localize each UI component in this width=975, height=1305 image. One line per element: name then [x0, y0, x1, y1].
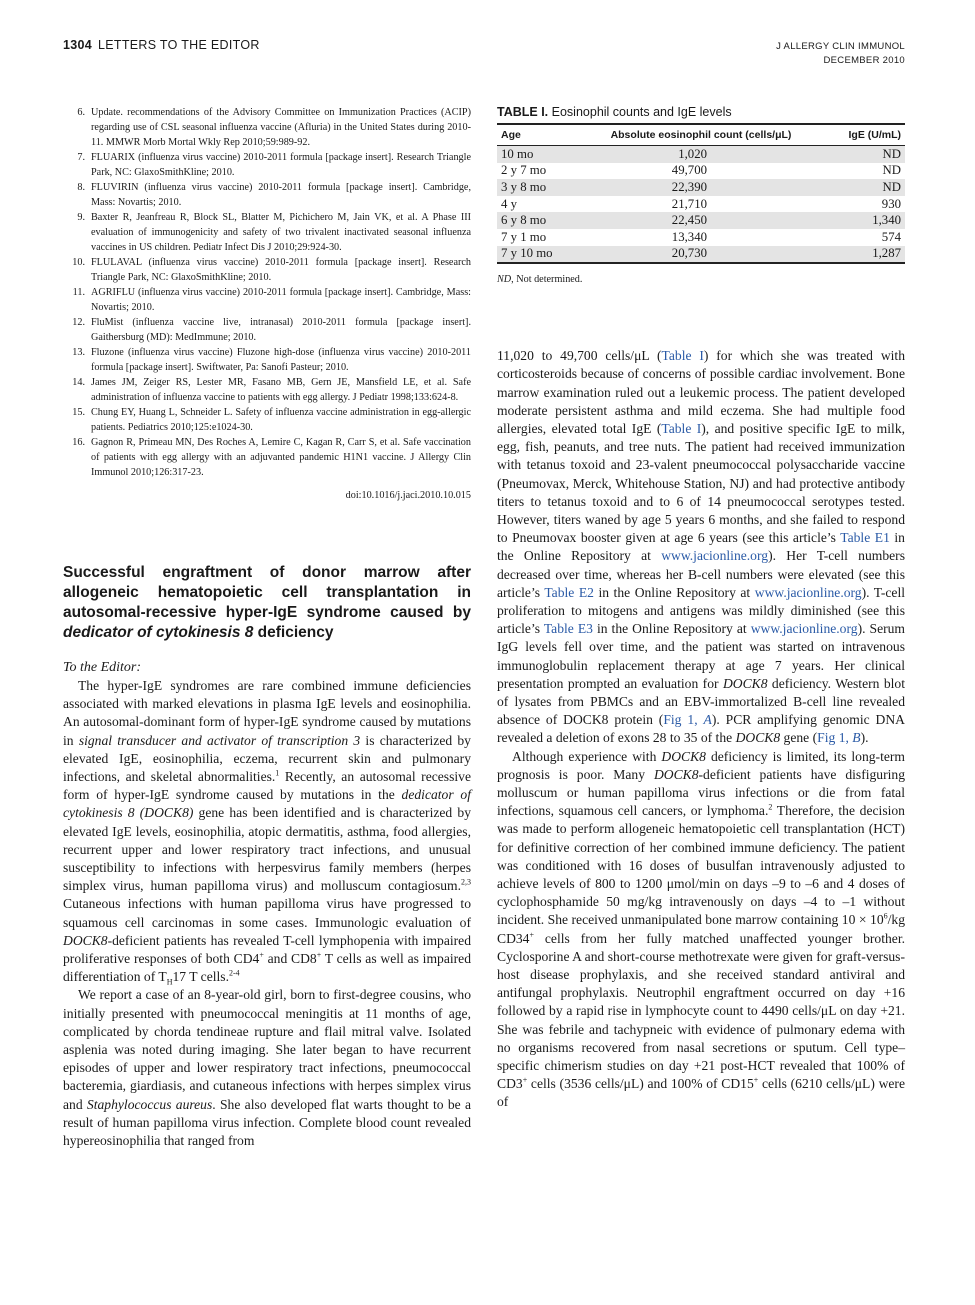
issue-date: DECEMBER 2010: [823, 55, 905, 66]
right-body-text: [497, 347, 905, 1112]
reference-item: 12. FluMist (influenza vaccine live, intranasal) 2010-2011 formula [package insert]. Gaithersburg (MD): MedImmune; 2010.: [72, 317, 471, 343]
right-column: [497, 105, 905, 1112]
table-row: 6 y 8 mo 22,450 1,340: [497, 212, 905, 229]
reference-item: 8. FLUVIRIN (influenza virus vaccine) 2010-2011 formula [package insert]. Cambridge, Mass: Novartis; 2010.: [77, 182, 471, 208]
column-header: Age: [497, 124, 595, 146]
table-e1-link[interactable]: Table E1: [840, 530, 890, 546]
table-row: 7 y 1 mo 13,340 574: [501, 229, 901, 244]
page-number: 1304: [63, 38, 93, 52]
running-header-right: [776, 40, 905, 68]
table-e3-link[interactable]: Table E3: [543, 621, 593, 637]
eosinophil-table: [497, 123, 905, 264]
table-header-row: [497, 124, 905, 146]
left-column: [63, 105, 471, 1150]
reference-item: 16. Gagnon R, Primeau MN, Des Roches A, Lemire C, Kagan R, Carr S, et al. Safe vaccination of patients with egg allergy with an adjuvanted pandemic H1N1 vaccine. J Allergy Clin Immunol 2010;126:317-23.: [72, 437, 471, 478]
website-link[interactable]: www.jacionline.org: [750, 621, 858, 637]
table-e2-link[interactable]: Table E2: [544, 584, 594, 600]
column-header: IgE (U/mL): [807, 124, 905, 146]
table-footnote: ND, Not determined.: [497, 274, 583, 286]
reference-item: 10. FLULAVAL (influenza virus vaccine) 2010-2011 formula [package insert]. Research Triangle Park, NC: GlaxoSmithKline; 2010.: [72, 257, 471, 283]
body-paragraph: Although experience with DOCK8 deficiency is limited, its long-term prognosis is poor. Many DOCK8-deficient patients have disfiguring molluscum or human papilloma virus infections or die from fatal infections, squamous cell cancers, or lymphoma.$^2$ Therefore, the decision was made to perform allogeneic hematopoietic cell transplantation (HCT) for definitive correction of her combined immune deficiency. The patient was conditioned with 16 doses of busulfan intravenously adjusted to achieve levels of 800 to 1200 μmol/min on days –9 to –6 and 4 doses of cyclophosphamide 50 mg/kg intravenously on days –4 to –1 without incident. She received unmanipulated bone marrow containing $10 \times 10^6/kg$ CD34+ cells from her fully matched unaffected younger brother. Cyclosporine A and short-course methotrexate were given for graft-versus-host disease prophylaxis, and she received standard antiviral and antifungal prophylaxis. Neutrophil engraftment occurred on day +16 followed by a rapid rise in lymphocyte count to 4490 cells/μL on day +21. She was febrile and tachypneic with evidence of pulmonary edema with no organisms recovered from nasal secretions or sputum. Cell type–specific chimerism studies on day +21 post-HCT revealed that 100% of CD3+ cells (3536 cells/μL) and 100% of CD15+ cells (6210 cells/μL) were of: [497, 748, 906, 1110]
reference-item: 7. FLUARIX (influenza virus vaccine) 2010-2011 formula [package insert]. Research Triangle Park, NC: GlaxoSmithKline; 2010.: [77, 152, 471, 178]
reference-item: 15. Chung EY, Huang L, Schneider L. Safety of influenza vaccine administration in egg-allergic patients. Pediatrics 2010;125:e1024-30.: [72, 407, 471, 433]
reference-item: 9. Baxter R, Jeanfreau R, Block SL, Blatter M, Pichichero M, Jain VK, et al. A Phase III evaluation of immunogenicity and safety of two trivalent inactivated seasonal influenza vaccines in US children. Pediatr Infect Dis J 2010;29:924-30.: [77, 212, 471, 253]
table-row: 2 y 7 mo 49,700 ND: [501, 163, 901, 178]
table-caption: TABLE I. Eosinophil counts and IgE levels: [497, 105, 732, 119]
website-link[interactable]: www.jacionline.org: [661, 548, 769, 564]
doi: doi:10.1016/j.jaci.2010.10.015: [345, 490, 471, 501]
article-title: Successful engraftment of donor marrow after allogeneic hematopoietic cell transplantation in autosomal-recessive hyper-IgE syndrome caused by dedicator of cytokinesis 8 deficiency: [63, 564, 471, 641]
reference-item: 6. Update. recommendations of the Advisory Committee on Immunization Practices (ACIP) regarding use of CSL seasonal influenza vaccine (Afluria) in the United States during 2010-11. MMWR Morb Mortal Wkly Rep 2010;59:989-92.: [77, 107, 471, 148]
reference-item: 11. AGRIFLU (influenza virus vaccine) 2010-2011 formula [package insert]. Cambridge, Mass: Novartis; 2010.: [72, 287, 471, 313]
website-link[interactable]: www.jacionline.org: [754, 584, 862, 600]
figure-link[interactable]: Fig 1, A: [663, 712, 712, 728]
table-row: 4 y 21,710 930: [501, 196, 901, 211]
table-link[interactable]: Table I: [661, 348, 704, 364]
column-header: Absolute eosinophil count (cells/μL): [595, 124, 807, 146]
reference-item: 13. Fluzone (influenza virus vaccine) Fluzone high-dose (influenza virus vaccine) 2010-2011 formula [package insert]. Swiftwater, Pa: Sanofi Pasteur; 2010.: [72, 347, 471, 373]
table-row: 3 y 8 mo 22,390 ND: [497, 179, 905, 196]
section-name: LETTERS TO THE EDITOR: [98, 38, 260, 52]
reference-list: [63, 105, 471, 480]
table-link[interactable]: Table I: [661, 420, 702, 436]
reference-item: 14. James JM, Zeiger RS, Lester MR, Fasano MB, Gern JE, Mansfield LE, et al. Safe administration of influenza vaccine to patients with egg allergy. J Pediatr 1998;133:624-8.: [72, 377, 471, 403]
body-paragraph: 11,020 to 49,700 cells/μL (Table I) for which she was treated with corticosteroids because of concerns of possible cardiac involvement. Bone marrow examination ruled out a leukemic process. The patient developed moderate persistent asthma and mild eczema. She had multiple food allergies, elevated total IgE (Table I), and positive specific IgE to milk, egg, fish, peanuts, and tree nuts. The patient had received immunization with tetanus toxoid and 23-valent pneumococcal polysaccharide vaccine (Pneumovax, Merck, Whitehouse Station, NJ) and had protective antibody titers to tetanus toxoid and to 6 of 14 pneumococcal serotypes tested. However, titers waned by age 5 years 6 months, and she failed to respond to Pneumovax booster given at age 6 years (see this article’s Table E1 in the Online Repository at www.jacionline.org). Her T-cell numbers decreased over time, whereas her B-cell numbers were elevated (see this article’s Table E2 in the Online Repository at www.jacionline.org). T-cell proliferation to mitogens and antigens was mildly diminished (see this article’s Table E3 in the Online Repository at www.jacionline.org). Serum IgG levels fell over time, and the patient was started on intravenous immunoglobulin replacement therapy at age 7 years. Her clinical presentation prompted an evaluation for DOCK8 deficiency. Western blot of lysates from PBMCs and an EBV-immortalized B-cell line revealed absence of DOCK8 protein (Fig 1, A). PCR amplifying genomic DNA revealed a deletion of exons 28 to 35 of the DOCK8 gene (Fig 1, B).: [497, 348, 906, 746]
table-row: 10 mo 1,020 ND: [497, 146, 905, 163]
running-header-left: [63, 38, 260, 52]
figure-link[interactable]: Fig 1, B: [817, 730, 861, 746]
journal-name: J ALLERGY CLIN IMMUNOL: [776, 41, 905, 52]
table-row: 7 y 10 mo 20,730 1,287: [497, 246, 905, 264]
body-paragraph: We report a case of an 8-year-old girl, born to first-degree cousins, who initially presented with pneumococcal meningitis at 11 months of age, complicated by chorda tendineae rupture and flail mitral valve. Isolated asplenia was noted during imaging. She later began to have recurrent episodes of upper and lower respiratory tract infections, pneumococcal bacteremia, giardiasis, and cutaneous infections with herpes simplex virus and Staphylococcus aureus. She also developed flat warts thought to be a result of human papilloma virus infection. Complete blood count revealed hypereosinophilia that ranged from: [63, 987, 471, 1149]
body-paragraph: The hyper-IgE syndromes are rare combined immune deficiencies associated with marked elevations in plasma IgE levels and eosinophilia. An autosomal-dominant form of hyper-IgE syndrome caused by mutations in signal transducer and activator of transcription 3 is characterized by elevated IgE, eosinophilia, eczema, recurrent skin and pulmonary infections, and skeletal abnormalities.$^1$ Recently, an autosomal recessive form of hyper-IgE syndrome caused by mutations in the dedicator of cytokinesis 8 (DOCK8) gene has been identified and is characterized by elevated IgE levels, eosinophilia, atopic dermatitis, asthma, food allergies, recurrent upper and lower respiratory tract infections, and unusual susceptibility to infections with herpesvirus family members (herpes simplex virus, human papilloma virus) and molluscum contagiosum.$^{2,3}$ Cutaneous infections with human papilloma virus have progressed to squamous cell carcinomas in some cases. Immunologic evaluation of DOCK8-deficient patients has revealed T-cell lymphopenia with impaired proliferative responses of both CD4+ and CD8+ T cells as well as impaired differentiation of $T_H17$ T cells.$^{2-4}$: [63, 678, 471, 987]
salutation: To the Editor:: [63, 660, 142, 675]
